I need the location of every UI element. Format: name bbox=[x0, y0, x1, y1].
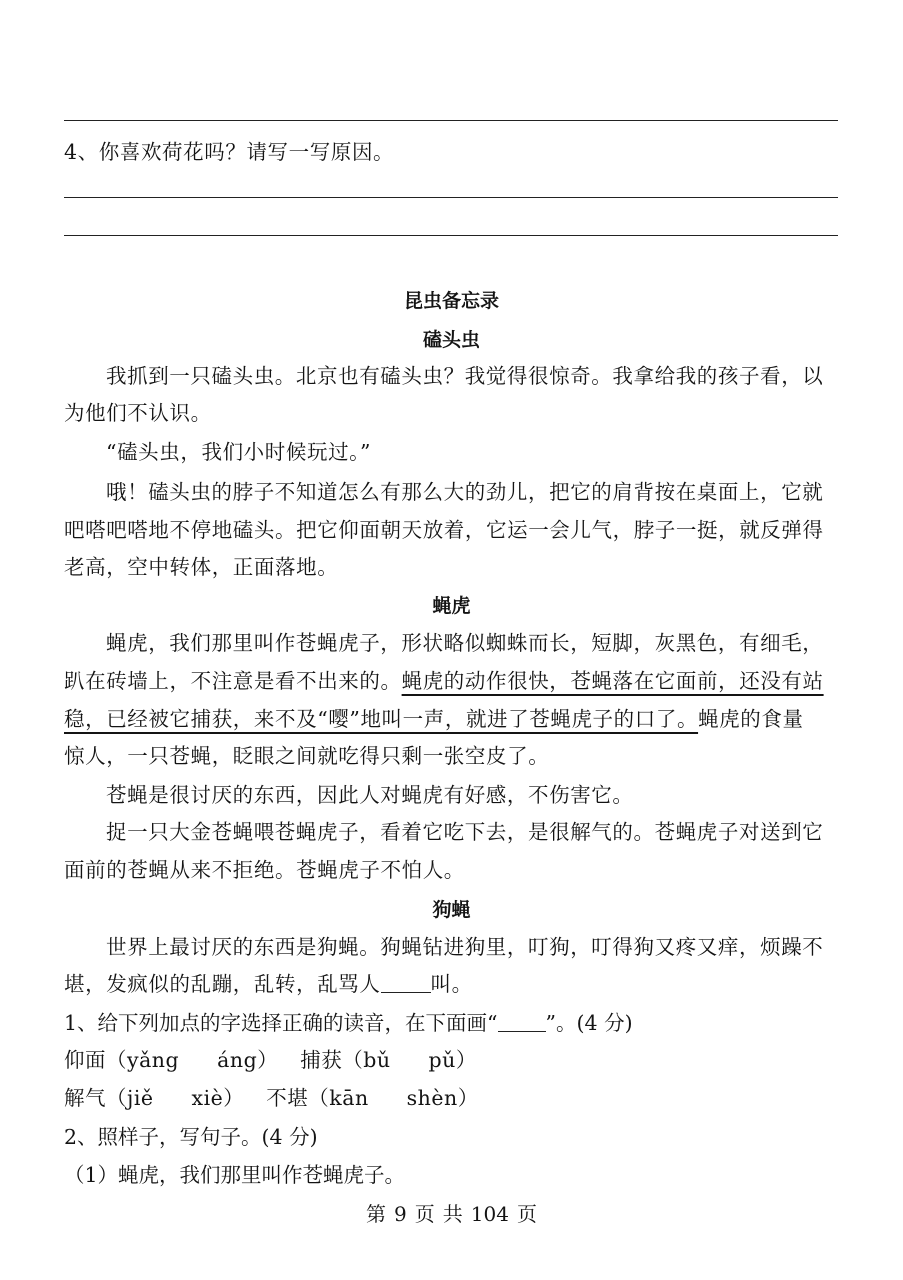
paragraph-line bbox=[64, 970, 838, 998]
paragraph-line: 苍蝇是很讨厌的东西，因此人对蝇虎有好感，不伤害它。 bbox=[106, 783, 634, 807]
question-1 bbox=[64, 1009, 838, 1037]
page-footer bbox=[0, 1200, 903, 1228]
footer-text: 第 bbox=[366, 1202, 387, 1226]
plain-text: 趴在砖墙上，不注意是看不出来的。 bbox=[64, 669, 402, 693]
question-2-item-1: （1）蝇虎，我们那里叫作苍蝇虎子。 bbox=[64, 1163, 406, 1187]
section-heading: 磕头虫 bbox=[422, 329, 480, 351]
paragraph-line: 世界上最讨厌的东西是狗蝇。狗蝇钻进狗里，叮狗，叮得狗又疼又痒，烦躁不 bbox=[106, 935, 824, 959]
pinyin-option[interactable]: áng） bbox=[217, 1048, 279, 1072]
paragraph-line: 为他们不认识。 bbox=[64, 401, 212, 425]
paragraph-line: 面前的苍蝇从来不拒绝。苍蝇虎子不怕人。 bbox=[64, 858, 465, 882]
paragraph-line: 蝇虎，我们那里叫作苍蝇虎子，形状略似蜘蛛而长，短脚，灰黑色，有细毛， bbox=[106, 631, 824, 655]
plain-text: 叫。 bbox=[430, 972, 473, 996]
question-2: 2、照样子，写句子。(4 分) bbox=[64, 1125, 318, 1149]
footer-text: 页 bbox=[414, 1202, 435, 1226]
underlined-sentence: 蝇虎的动作很快，苍蝇落在它面前，还没有站 bbox=[401, 669, 824, 693]
paragraph-line: 老高，空中转体，正面落地。 bbox=[64, 555, 339, 579]
paragraph-line: 惊人，一只苍蝇，眨眼之间就吃得只剩一张空皮了。 bbox=[64, 744, 550, 768]
section-heading: 蝇虎 bbox=[432, 595, 471, 617]
paragraph-line: 捉一只大金苍蝇喂苍蝇虎子，看着它吃下去，是很解气的。苍蝇虎子对送到它 bbox=[106, 820, 824, 844]
plain-text: 堪，发疯似的乱蹦，乱转，乱骂人 bbox=[64, 972, 381, 996]
question-4: 4、你喜欢荷花吗？请写一写原因。 bbox=[64, 140, 395, 164]
question-prompt: 1、给下列加点的字选择正确的读音，在下面画“ bbox=[64, 1011, 498, 1035]
question-prompt: ”。(4 分) bbox=[545, 1011, 633, 1035]
answer-line bbox=[64, 235, 838, 236]
pinyin-option[interactable]: 解气（jiě bbox=[64, 1086, 154, 1110]
pinyin-option[interactable]: shèn） bbox=[406, 1086, 479, 1110]
page-number: 9 bbox=[394, 1202, 407, 1226]
pinyin-option[interactable]: 捕获（bǔ bbox=[300, 1048, 391, 1072]
answer-line bbox=[64, 120, 838, 121]
pinyin-row bbox=[64, 1084, 838, 1112]
paragraph-line bbox=[64, 705, 838, 733]
paragraph-line bbox=[64, 667, 838, 695]
pinyin-row bbox=[64, 1046, 838, 1074]
paragraph-line: “磕头虫，我们小时候玩过。” bbox=[106, 440, 372, 464]
underline-sample bbox=[498, 1013, 546, 1032]
pinyin-option[interactable]: 不堪（kān bbox=[266, 1086, 369, 1110]
plain-text: 蝇虎的食量 bbox=[698, 707, 804, 731]
pinyin-option[interactable]: pǔ） bbox=[428, 1048, 477, 1072]
fill-blank[interactable] bbox=[381, 974, 431, 993]
pinyin-option[interactable]: 仰面（yǎng bbox=[64, 1048, 180, 1072]
paragraph-line: 吧嗒吧嗒地不停地磕头。把它仰面朝天放着，它运一会儿气，脖子一挺，就反弹得 bbox=[64, 518, 824, 542]
total-pages: 104 bbox=[470, 1202, 509, 1226]
article-title: 昆虫备忘录 bbox=[403, 290, 499, 312]
pinyin-option[interactable]: xiè） bbox=[191, 1086, 245, 1110]
footer-text: 页 bbox=[516, 1202, 537, 1226]
paragraph-line: 我抓到一只磕头虫。北京也有磕头虫？我觉得很惊奇。我拿给我的孩子看，以 bbox=[106, 364, 824, 388]
paragraph-line: 哦！磕头虫的脖子不知道怎么有那么大的劲儿，把它的肩背按在桌面上，它就 bbox=[106, 480, 824, 504]
section-heading: 狗蝇 bbox=[432, 899, 471, 921]
underlined-sentence: 稳，已经被它捕获，来不及“嘤”地叫一声，就进了苍蝇虎子的口了。 bbox=[64, 707, 699, 731]
footer-text: 共 bbox=[442, 1202, 463, 1226]
answer-line bbox=[64, 197, 838, 198]
